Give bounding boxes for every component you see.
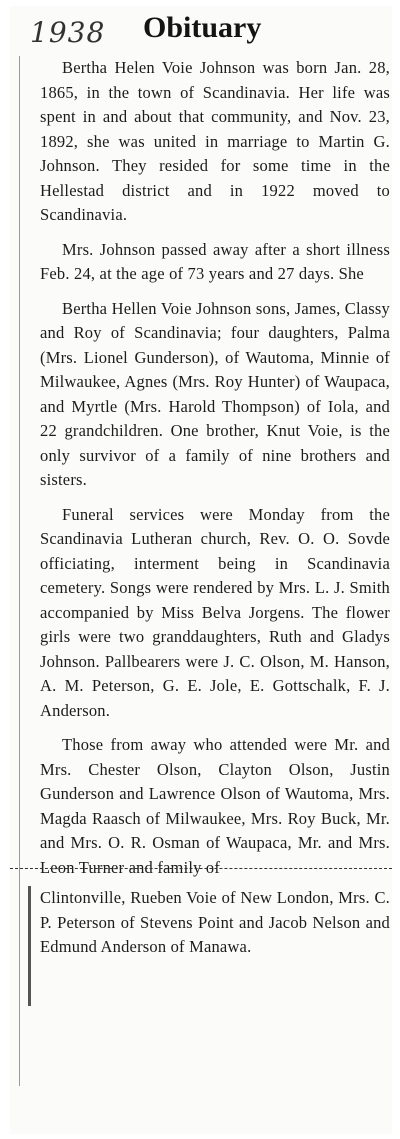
- newspaper-clipping: [10, 6, 392, 1134]
- clipping-cut-line: [10, 868, 392, 869]
- obituary-title: Obituary: [143, 11, 262, 44]
- clipping-header: [10, 6, 392, 56]
- obituary-continuation: [40, 886, 390, 970]
- paragraph-death: Mrs. Johnson passed away after a short illness Feb. 24, at the age of 73 years and 27 days. She: [40, 239, 390, 283]
- paragraph-attendees: Those from away who attended were Mr. and Mrs. Chester Olson, Clayton Olson, Justin Gunderson and Lawrence Olson of Wautoma, Mrs. Magda Raasch of Milwaukee, Mrs. Roy Buck, Mr. and Mrs. O. R. Osman of Waupaca, Mr. and Mrs. Leon Turner and family of: [40, 735, 390, 877]
- paragraph-biography: Bertha Helen Voie Johnson was born Jan. 28, 1865, in the town of Scandinavia. Her life was spent in and about that community, and Nov. 23, 1892, she was united in marriage to Martin G. Johnson. They resided for some time in the Hellestad district and in 1922 moved to Scandinavia.: [40, 58, 390, 224]
- paragraph-attendees-continued: Clintonville, Rueben Voie of New London, Mrs. C. P. Peterson of Stevens Point and Jacob Nelson and Edmund Anderson of Manawa.: [40, 888, 390, 956]
- paragraph-funeral: Funeral services were Monday from the Scandinavia Lutheran church, Rev. O. O. Sovde officiating, interment being in Scandinavia cemetery. Songs were rendered by Mrs. L. J. Smith accompanied by Miss Belva Jorgens. The flower girls were two granddaughters, Ruth and Gladys Johnson. Pallbearers were J. C. Olson, M. Hanson, A. M. Peterson, G. E. Jole, E. Gottschalk, F. J. Anderson.: [40, 504, 390, 720]
- obituary-body: [40, 56, 390, 890]
- column-rule: [19, 56, 20, 1086]
- clipping-edge-shadow: [28, 886, 31, 1006]
- handwritten-year: 1938: [30, 16, 106, 49]
- paragraph-survivors: Bertha Hellen Voie Johnson sons, James, Classy and Roy of Scandinavia; four daughters, Palma (Mrs. Lionel Gunderson), of Wautoma, Minnie of Milwaukee, Agnes (Mrs. Roy Hunter) of Waupaca, and Myrtle (Mrs. Harold Thompson) of Iola, and 22 grandchildren. One brother, Knut Voie, is the only survivor of a family of nine brothers and sisters.: [40, 298, 390, 489]
